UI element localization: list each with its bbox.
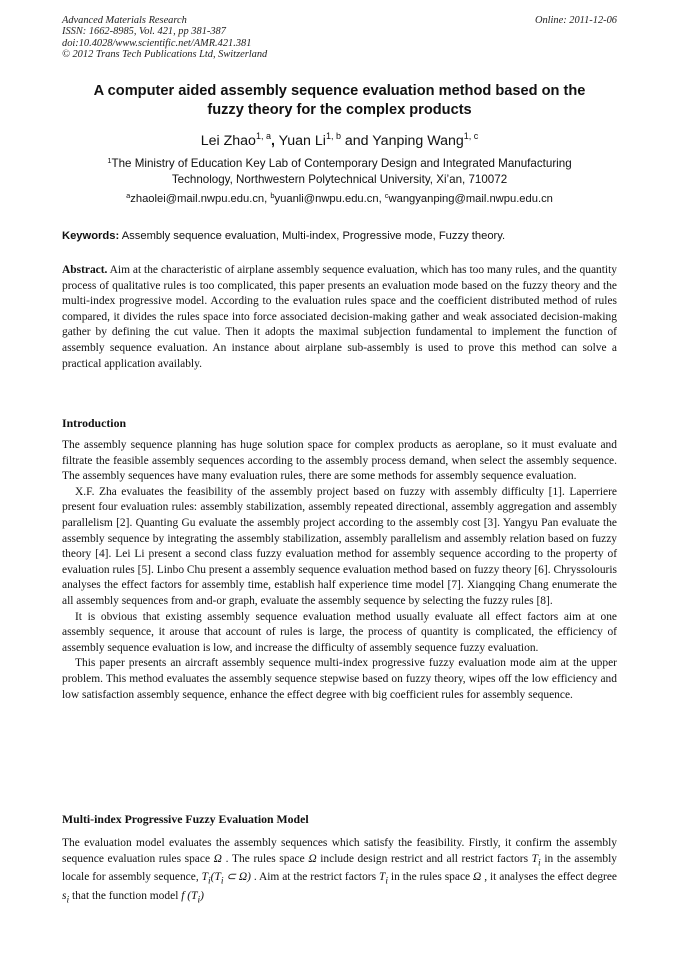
author-3-affil: 1, c [463, 131, 479, 141]
model-heading: Multi-index Progressive Fuzzy Evaluation Model [62, 812, 309, 826]
paper-title [62, 82, 617, 120]
abstract-label: Abstract. [62, 264, 108, 276]
email-c[interactable]: wangyanping@mail.nwpu.edu.cn [388, 193, 553, 205]
author-emails: $^a$zhaolei@mail.nwpu.edu.cn, $^b$yuanli@nwpu.edu.cn, $^c$wangyanping@mail.nwpu.edu.cn [126, 191, 553, 205]
intro-paragraph-3: It is obvious that existing assembly sequence evaluation method usually evaluate all effect factors aim at one assembly sequence, it arouse that account of rules is large, the process of quantity is complicated, the efficiency of assembly sequence evaluation is low, and increase the difficulty of assembly sequence fuzzy evaluation. [62, 610, 617, 654]
author-and: and [344, 133, 369, 149]
omega-symbol: Ω [213, 852, 222, 865]
copyright-line: © 2012 Trans Tech Publications Ltd, Switzerland [62, 49, 268, 61]
keywords [62, 229, 617, 244]
author-1-affil: 1, a [255, 131, 271, 141]
model-body [62, 836, 617, 908]
function-model-expression: f $(T_i)$ [181, 890, 204, 906]
keywords-label: Keywords: [62, 230, 120, 242]
intro-paragraph-2: X.F. Zha evaluates the feasibility of the assembly project based on fuzzy with assembly difficulty [1]. Laperriere present four evaluation rules: assembly stabilization, assembly repeated directional, assembly aggregation and assembly parallelism [2]. Quanting Gu evaluate the assembly project according to the assembly cost [3]. Yangyu Pan evaluate the assembly sequence by integrating the assembly stabilization, assembly parallelism and assembly relation based on fuzzy theory [4]. Lei Li present a second class fuzzy evaluation method for assembly sequence according to the property of evaluation rules [5]. Linbo Chu present a assembly sequence evaluation method based on fuzzy theory [6]. Chryssolouris analyses the effect factors for assembly time, establish half experience time model [7]. Xiangqing Chang enumerate the all assembly sequences from and-or graph, evaluate the assembly sequence by selecting the fuzzy rules [8]. [62, 485, 617, 607]
author-separator: , [270, 133, 275, 149]
title-line-1: A computer aided assembly sequence evaluation method based on the [93, 83, 586, 99]
journal-name: Advanced Materials Research [62, 15, 187, 26]
abstract-text: Aim at the characteristic of airplane assembly sequence evaluation, which has too many rules, and the quantity process of qualitative rules is too complicated, this paper presents an evaluation mode based on the fuzzy theory and the multi-index progressive model. According to the evaluation rules space and the coefficient distributed method of rules compared, it divides the rules space into force associated decision-making gather and weak associated decision-making gather by defining the cut value. Then it adopts the maximal subjection fundamental to implement the function of assembly sequence evaluation. An instance about airplane sub-assembly is used to prove this method can solve a practical application availably. [62, 264, 617, 370]
introduction-body [62, 438, 617, 703]
affiliation-sup: 1 [107, 156, 112, 165]
effect-degree-symbol: $s_i$ [62, 890, 70, 906]
model-paragraph-1: The evaluation model evaluates the assembly sequences which satisfy the feasibility. Firstly, it confirm the assembly sequence evaluation rules space Ω . The rules space Ω include design restrict and all restrict factors $T_i$ in the assembly locale for assembly sequence, $T_i(T_i$ ⊂ Ω) . Aim at the restrict factors $T_i$ in the rules space Ω , it analyses the effect degree $s_i$ that the function model f $(T_i)$ [62, 837, 617, 906]
journal-header [62, 15, 617, 61]
intro-paragraph-1: The assembly sequence planning has huge solution space for complex products as aeroplane, so it must evaluate and filtrate the feasible assembly sequences according to the assembly process demand, when select the assembly sequence. The assembly sequences have many evaluation rules, there are some methods for assembly sequence evaluation. [62, 439, 617, 483]
author-1: Lei Zhao [200, 133, 256, 149]
issn-line: ISSN: 1662-8985, Vol. 421, pp 381-387 [62, 26, 226, 38]
author-list [62, 132, 617, 150]
affiliation [62, 156, 617, 187]
restrict-factor-symbol: $T_i$ [531, 852, 541, 868]
affiliation-line-2: Technology, Northwestern Polytechnical University, Xi’an, 710072 [171, 172, 508, 186]
author-2-affil: 1, b [325, 131, 341, 141]
intro-paragraph-4: This paper presents an aircraft assembly sequence multi-index progressive fuzzy evaluation mode aim at the upper problem. This method evaluates the assembly sequence stepwise based on fuzzy theory, wipes off the low efficiency and low satisfaction assembly sequence, enhance the effect degree with big coefficient rules for assembly sequence. [62, 657, 617, 701]
email-b[interactable]: yuanli@nwpu.edu.cn [274, 193, 379, 205]
online-date: Online: 2011-12-06 [534, 15, 617, 26]
subset-expression: $T_i(T_i$ ⊂ Ω) [201, 871, 251, 887]
doi-line: doi:10.4028/www.scientific.net/AMR.421.381 [62, 37, 252, 49]
introduction-heading: Introduction [62, 416, 127, 430]
abstract [62, 263, 617, 372]
author-3: Yanping Wang [372, 133, 464, 149]
title-line-2: fuzzy theory for the complex products [207, 102, 472, 118]
keywords-text: Assembly sequence evaluation, Multi-index, Progressive mode, Fuzzy theory. [119, 230, 506, 242]
author-2: Yuan Li [278, 133, 326, 149]
email-a[interactable]: zhaolei@mail.nwpu.edu.cn [130, 193, 265, 205]
affiliation-line-1: $^1$The Ministry of Education Key Lab of Contemporary Design and Integrated Manufacturing [107, 156, 572, 170]
